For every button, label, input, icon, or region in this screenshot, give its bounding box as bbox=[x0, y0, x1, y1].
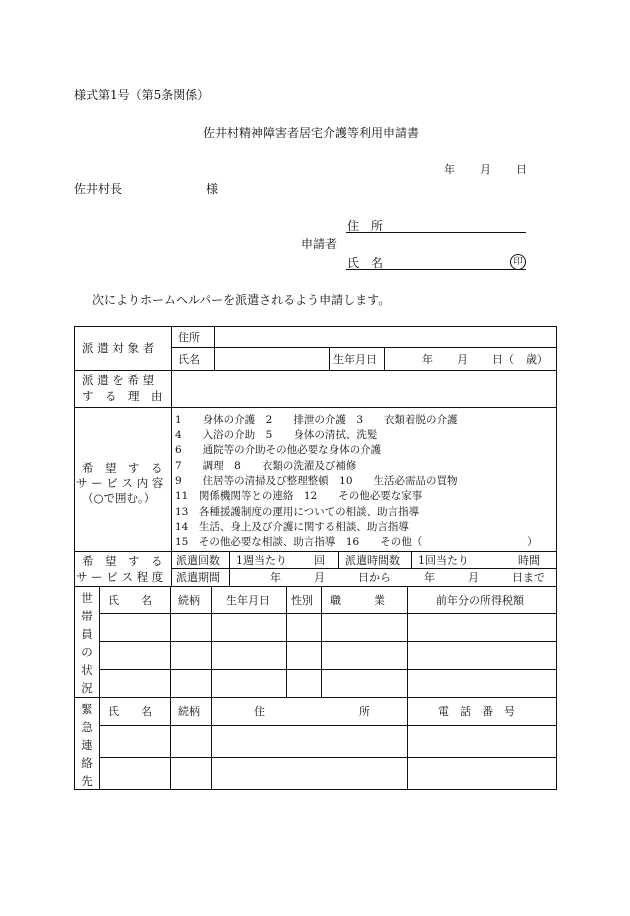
service-option[interactable]: 1 身体の介護 2 排泄の介護 3 衣類着脱の介護 bbox=[175, 414, 458, 426]
address-label: 住所 bbox=[178, 331, 200, 344]
hours-field[interactable]: 時間 bbox=[518, 554, 540, 567]
household-row[interactable] bbox=[101, 615, 555, 640]
name-field[interactable] bbox=[216, 349, 328, 369]
birth-year[interactable]: 年 bbox=[422, 353, 433, 366]
emergency-label: 緊 急 連 絡 先 bbox=[81, 702, 93, 788]
seal-mark: 印 bbox=[510, 254, 526, 270]
service-option[interactable]: 11 関係機関等との連絡 12 その他必要な家事 bbox=[175, 490, 423, 502]
degree-label-1: 希 望 す る bbox=[82, 554, 163, 568]
emergency-header-address-1: 住 bbox=[254, 705, 265, 718]
addressee-honorific: 様 bbox=[206, 182, 219, 196]
emergency-row[interactable] bbox=[101, 727, 555, 756]
target-person-label: 派 遣 対 象 者 bbox=[82, 341, 155, 355]
household-header-occupation: 職 業 bbox=[330, 594, 385, 607]
per-time-label: 1回当たり bbox=[418, 554, 469, 567]
emergency-header-name: 氏 名 bbox=[108, 705, 152, 718]
service-label-2: サ ー ビ ス 内 容 bbox=[76, 476, 164, 490]
birth-month[interactable]: 月 bbox=[457, 353, 468, 366]
household-header-sex: 性別 bbox=[291, 594, 313, 607]
times-field[interactable]: 回 bbox=[314, 554, 325, 567]
household-header-birthdate: 生年月日 bbox=[226, 594, 270, 607]
date-year: 年 bbox=[444, 163, 455, 176]
service-option[interactable]: 6 通院等の介助その他必要な身体の介護 bbox=[175, 444, 382, 456]
household-header-relation: 続柄 bbox=[178, 594, 200, 607]
household-label: 世 帯 員 の 状 況 bbox=[81, 591, 93, 695]
date-month: 月 bbox=[480, 163, 491, 176]
dispatch-count-label: 派遣回数 bbox=[176, 554, 220, 567]
service-label-1: 希 望 す る bbox=[82, 461, 163, 475]
applicant-address-label: 住 所 bbox=[347, 219, 384, 233]
per-week-label: 1週当たり bbox=[236, 554, 287, 567]
emergency-row[interactable] bbox=[101, 759, 555, 788]
address-field[interactable] bbox=[216, 327, 554, 346]
dispatch-hours-label: 派遣時間数 bbox=[345, 554, 400, 567]
dispatch-period-field[interactable]: 年 月 日から 年 月 日まで bbox=[270, 571, 545, 584]
household-header-name: 氏 名 bbox=[108, 594, 152, 607]
household-header-tax: 前年分の所得税額 bbox=[436, 594, 524, 607]
emergency-header-relation: 続柄 bbox=[178, 705, 200, 718]
household-row[interactable] bbox=[101, 643, 555, 668]
applicant-name-line[interactable] bbox=[346, 269, 526, 270]
service-option[interactable]: 15 その他必要な相談、助言指導 16 その他（ ） bbox=[175, 536, 538, 548]
dispatch-period-label: 派遣期間 bbox=[176, 571, 220, 584]
service-option[interactable]: 13 各種援護制度の運用についての相談、助言指導 bbox=[175, 506, 420, 518]
birthdate-label: 生年月日 bbox=[333, 353, 377, 366]
application-table bbox=[74, 326, 557, 790]
form-number: 様式第1号（第5条関係） bbox=[74, 88, 210, 102]
applicant-name-label: 氏 名 bbox=[347, 256, 384, 270]
date-day: 日 bbox=[516, 163, 527, 176]
service-option[interactable]: 4 入浴の介助 5 身体の清拭、洗髪 bbox=[175, 429, 378, 441]
emergency-header-address-2: 所 bbox=[359, 705, 370, 718]
birth-day[interactable]: 日（ bbox=[492, 353, 514, 366]
emergency-header-phone: 電 話 番 号 bbox=[438, 705, 515, 718]
household-row[interactable] bbox=[101, 671, 555, 696]
service-label-3: （○で囲む。） bbox=[82, 491, 156, 505]
applicant-address-line[interactable] bbox=[346, 232, 526, 233]
intro-text: 次によりホームヘルパーを派遣されるよう申請します。 bbox=[92, 293, 391, 307]
service-option[interactable]: 7 調理 8 衣類の洗濯及び補修 bbox=[175, 460, 357, 472]
birth-age[interactable]: 歳） bbox=[526, 353, 548, 366]
addressee-name: 佐井村長 bbox=[74, 182, 123, 196]
form-title: 佐井村精神障害者居宅介護等利用申請書 bbox=[203, 126, 420, 140]
name-label: 氏名 bbox=[178, 353, 200, 366]
reason-label-2: す る 理 由 bbox=[82, 389, 163, 403]
service-option[interactable]: 9 住居等の清掃及び整理整頓 10 生活必需品の買物 bbox=[175, 475, 458, 487]
degree-label-2: サ ー ビ ス 程 度 bbox=[76, 570, 164, 584]
reason-label-1: 派 遣 を 希 望 bbox=[82, 373, 155, 387]
service-option[interactable]: 14 生活、身上及び介護に関する相談、助言指導 bbox=[175, 521, 409, 533]
reason-field[interactable] bbox=[174, 372, 554, 405]
applicant-label: 申請者 bbox=[301, 237, 338, 251]
